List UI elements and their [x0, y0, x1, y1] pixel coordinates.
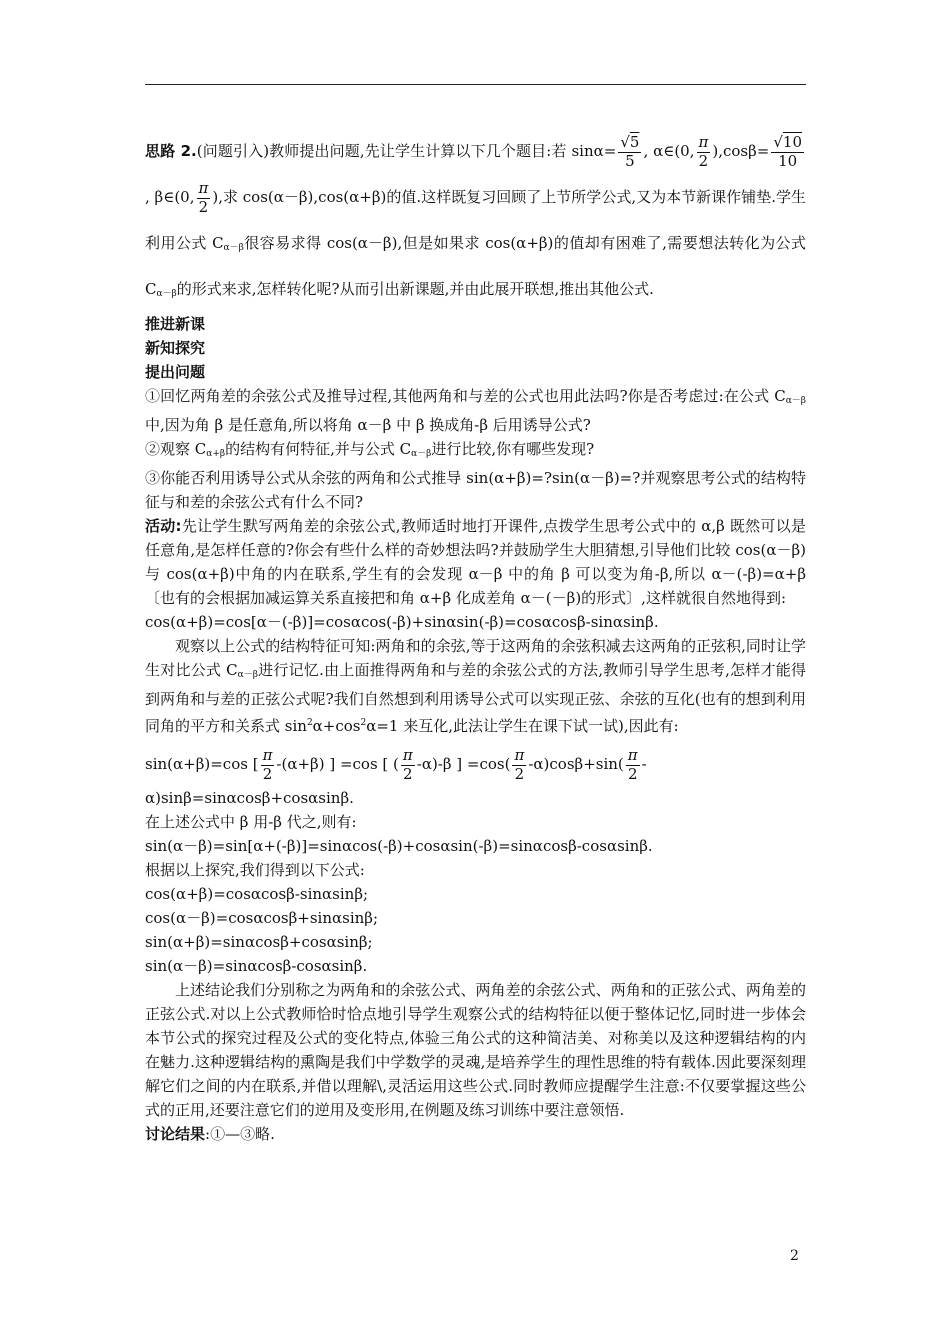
text-run: (问题引入)教师提出问题,先让学生计算以下几个题目:若 sinα=: [196, 142, 617, 160]
paragraph-observation: [145, 634, 806, 738]
fraction-sqrt5-over-5: [618, 134, 641, 170]
denominator: 2: [403, 764, 413, 783]
denominator: 2: [514, 764, 525, 783]
text-run: ),求 cos(α－β),cos(α+β)的值.这样既复习回顾了上节所学公式,又为本节新课作铺垫.学生利用公式 C: [145, 188, 806, 252]
text-run: α=1 来互化,此法让学生在课下试一试),因此有:: [366, 717, 679, 735]
activity-label: 活动:: [145, 517, 182, 535]
approach-label: 思路 2.: [145, 142, 197, 160]
subscript: α－β: [156, 289, 177, 299]
text-run: 的结构有何特征,并与公式 C: [225, 440, 412, 458]
fraction-pi-over-2: [697, 134, 711, 170]
question-3: ③你能否利用诱导公式从余弦的两角和公式推导 sin(α+β)=?sin(α－β)=?并观察思考公式的结构特征与和差的余弦公式有什么不同?: [145, 469, 806, 511]
fraction-pi-over-2: [401, 747, 415, 783]
text-run: 进行记忆.由上面推得两角和与差的余弦公式的方法,教师引导学生思考,怎样才能得到两角和与差的正弦公式呢?我们自然想到利用诱导公式可以实现正弦、余弦的互化(也有的想到利用同角的平方和关系式 sin: [145, 661, 807, 735]
text-run: :①—③略.: [205, 1125, 275, 1143]
equation-sin-sum-derivation: [145, 742, 806, 786]
heading-new-knowledge: 新知探究: [145, 339, 206, 357]
subscript: α－β: [223, 243, 244, 253]
heading-advance-lesson: 推进新课: [145, 315, 206, 333]
text-run: 进行比较,你有哪些发现?: [431, 440, 595, 458]
denominator: 2: [198, 197, 209, 216]
text-run: sin(α+β)=cos [: [145, 755, 259, 773]
paragraph-conclusion: 上述结论我们分别称之为两角和的余弦公式、两角差的余弦公式、两角和的正弦公式、两角差的正弦公式.对以上公式教师恰时恰点地引导学生观察公式的结构特征以便于整体记忆,同时进一步体会本节公式的探究过程及公式的变化特点,体验三角公式的这种简洁美、对称美以及这种逻辑结构的内在魅力.这种逻辑结构的熏陶是我们中学数学的灵魂,是培养学生的理性思维的特有载体.因此要深刻理解它们之间的内在联系,并借以理解\,灵活运用这些公式.同时教师应提醒学生注意:不仅要掌握这些公式的正用,还要注意它们的逆用及变形用,在例题及练习训练中要注意领悟.: [145, 981, 806, 1119]
text-run: ),cosβ=: [712, 142, 770, 160]
formula-sin-sum: sin(α+β)=sinαcosβ+cosαsinβ;: [145, 933, 373, 951]
formula-sin-diff: sin(α－β)=sinαcosβ-cosαsinβ.: [145, 957, 368, 975]
equation-sin-sum-result: α)sinβ=sinαcosβ+cosαsinβ.: [145, 789, 354, 807]
text-run: -α)-β ] =cos(: [416, 755, 511, 773]
subscript: α－β: [237, 670, 258, 680]
radicand: 5: [629, 133, 640, 152]
discussion-result: [145, 1122, 806, 1146]
text-run: ②观察 C: [145, 440, 207, 458]
denominator: 10: [778, 151, 798, 170]
text-run: 先让学生默写两角差的余弦公式,教师适时地打开课件,点拨学生思考公式中的 α,β 既然可以是任意角,是怎样任意的?你会有些什么样的奇妙想法吗?并鼓励学生大胆猜想,引导他们比较 cos(α－β)与 cos(α+β)中角的内在联系,学生有的会发现 α－β 中的角 β 可以变为角-β,所以 α－(-β)=α+β〔也有的会根据加减运算关系直接把和角 α+β 化成差角 α－(－β)的形式〕,这样就很自然地得到:: [145, 517, 806, 607]
activity-paragraph: [145, 514, 806, 610]
text-run: 很容易求得 cos(α－β),但是如果求 cos(α+β)的值却有困难了,需要想法转化为公式 C: [145, 234, 806, 298]
denominator: 5: [625, 151, 635, 170]
fraction-pi-over-2: [626, 747, 640, 783]
fraction-pi-over-2: [261, 747, 275, 783]
text-run: -α)cosβ+sin(: [528, 755, 624, 773]
text-run: 的形式来求,怎样转化呢?从而引出新课题,并由此展开联想,推出其他公式.: [176, 280, 654, 298]
text-run: ①回忆两角差的余弦公式及推导过程,其他两角和与差的公式也用此法吗?你是否考虑过:在公式 C: [145, 387, 786, 405]
denominator: 2: [627, 764, 638, 783]
subscript: α+β: [206, 449, 226, 459]
question-2: [145, 437, 806, 466]
numerator: π: [262, 746, 273, 765]
equation-sin-diff: sin(α－β)=sin[α+(-β)]=sinαcos(-β)+cosαsin(-β)=sinαcosβ-cosαsinβ.: [145, 837, 653, 855]
numerator: √5: [620, 133, 640, 152]
page-body: [145, 128, 806, 1146]
substitution-note: 在上述公式中 β 用-β 代之,则有:: [145, 813, 357, 831]
text-run: 观察以上公式的结构特征可知:两角和的余弦,等于这两角的余弦积减去这两角的正弦积,同时让学生对比公式 C: [145, 637, 806, 679]
denominator: 2: [698, 151, 709, 170]
denominator: 2: [262, 764, 273, 783]
page-number: 2: [790, 1248, 799, 1264]
equation-cos-sum: cos(α+β)=cos[α－(-β)]=cosαcos(-β)+sinαsin(-β)=cosαcosβ-sinαsinβ.: [145, 613, 659, 631]
discussion-label: 讨论结果: [145, 1125, 206, 1143]
fraction-sqrt10-over-10: [771, 134, 804, 170]
text-run: -(α+β) ] =cos [ (: [276, 755, 399, 773]
text-run: α+cos: [312, 717, 361, 735]
subscript: α－β: [785, 396, 806, 406]
text-run: -: [641, 755, 647, 773]
text-run: , β∈(0,: [145, 188, 195, 206]
formulas-intro: 根据以上探究,我们得到以下公式:: [145, 861, 365, 879]
text-run: , α∈(0,: [643, 142, 695, 160]
numerator: π: [514, 746, 525, 765]
fraction-pi-over-2: [197, 180, 211, 216]
heading-questions: 提出问题: [145, 363, 206, 381]
numerator: √10: [773, 133, 803, 152]
subscript: α－β: [411, 449, 432, 459]
superscript: 2: [360, 718, 367, 728]
radicand: 10: [782, 133, 803, 152]
question-1: [145, 384, 806, 437]
numerator: π: [402, 746, 413, 765]
superscript: 2: [306, 718, 313, 728]
paragraph-approach-2: [145, 128, 806, 312]
numerator: π: [698, 133, 709, 152]
text-run: 中,因为角 β 是任意角,所以将角 α－β 中 β 换成角-β 后用诱导公式?: [145, 416, 591, 434]
header-rule: [145, 84, 806, 85]
formula-cos-diff: cos(α－β)=cosαcosβ+sinαsinβ;: [145, 909, 378, 927]
formula-cos-sum: cos(α+β)=cosαcosβ-sinαsinβ;: [145, 885, 369, 903]
numerator: π: [198, 179, 209, 198]
fraction-pi-over-2: [512, 747, 526, 783]
numerator: π: [627, 746, 638, 765]
